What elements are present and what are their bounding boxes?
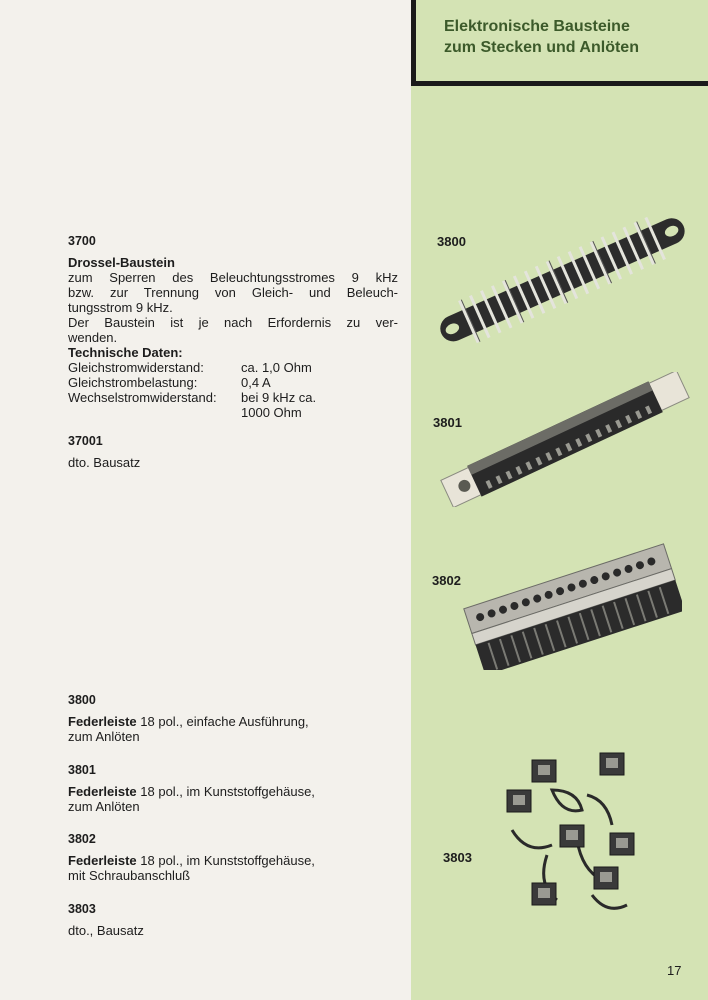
- item-desc: 18 pol., im Kunststoffgehäuse,: [136, 853, 315, 868]
- spec-label: Gleichstrombelastung:: [68, 375, 198, 390]
- spring-kit-3803-image: [492, 745, 652, 930]
- page-number: 17: [667, 963, 682, 978]
- item-title: Drossel-Baustein: [68, 255, 175, 270]
- spec-value: bei 9 kHz ca.: [241, 390, 317, 405]
- spec-row: [68, 360, 398, 375]
- section-header-line1: Elektronische Bausteine: [444, 18, 630, 35]
- desc-line: tungsstrom 9 kHz.: [68, 300, 173, 315]
- item-number: 37001: [68, 434, 103, 448]
- item-3800: [68, 693, 398, 744]
- item-text: dto. Bausatz: [68, 455, 141, 470]
- spec-value: 1000 Ohm: [241, 405, 302, 420]
- product-label-3802: 3802: [432, 573, 461, 588]
- spring-strip-3802-image: [462, 535, 682, 670]
- spec-row: [68, 405, 398, 420]
- spring-strip-3801-image: [430, 372, 700, 507]
- item-37001: [68, 434, 398, 470]
- tech-heading: Technische Daten:: [68, 345, 183, 360]
- item-text: dto., Bausatz: [68, 923, 144, 938]
- product-label-3800: 3800: [437, 234, 466, 249]
- item-3803: [68, 902, 398, 938]
- product-label-3801: 3801: [433, 415, 462, 430]
- desc-line: wenden.: [68, 330, 118, 345]
- spec-row: [68, 390, 398, 405]
- item-title: Federleiste: [68, 784, 137, 799]
- spec-value: ca. 1,0 Ohm: [241, 360, 312, 375]
- section-header: [411, 0, 708, 86]
- desc-line: Der Baustein ist je nach Erfordernis zu ver-: [68, 315, 398, 330]
- spec-value: 0,4 A: [241, 375, 271, 390]
- spec-row: [68, 375, 398, 390]
- item-desc-line2: mit Schraubanschluß: [68, 868, 191, 883]
- product-label-3803: 3803: [443, 850, 472, 865]
- section-header-line2: zum Stecken und Anlöten: [444, 39, 639, 56]
- item-desc-line2: zum Anlöten: [68, 729, 140, 744]
- desc-line: zum Sperren des Beleuchtungsstromes 9 kHz: [68, 270, 398, 285]
- item-title: Federleiste: [68, 714, 137, 729]
- item-desc: 18 pol., im Kunststoffgehäuse,: [136, 784, 315, 799]
- spec-label: Gleichstromwiderstand:: [68, 360, 204, 375]
- spec-label: [68, 405, 241, 420]
- item-desc-line2: zum Anlöten: [68, 799, 140, 814]
- item-number: 3802: [68, 832, 96, 846]
- spec-label: Wechselstromwiderstand:: [68, 390, 217, 405]
- item-number: 3700: [68, 234, 96, 248]
- item-number: 3801: [68, 763, 96, 777]
- item-3802: [68, 832, 398, 883]
- desc-line: bzw. zur Trennung von Gleich- und Beleuch-: [68, 285, 398, 300]
- spring-strip-3800-image: [420, 205, 705, 355]
- item-number: 3800: [68, 693, 96, 707]
- item-number: 3803: [68, 902, 96, 916]
- item-3801: [68, 763, 398, 814]
- item-desc: 18 pol., einfache Ausführung,: [136, 714, 309, 729]
- item-3700: [68, 234, 398, 420]
- item-title: Federleiste: [68, 853, 137, 868]
